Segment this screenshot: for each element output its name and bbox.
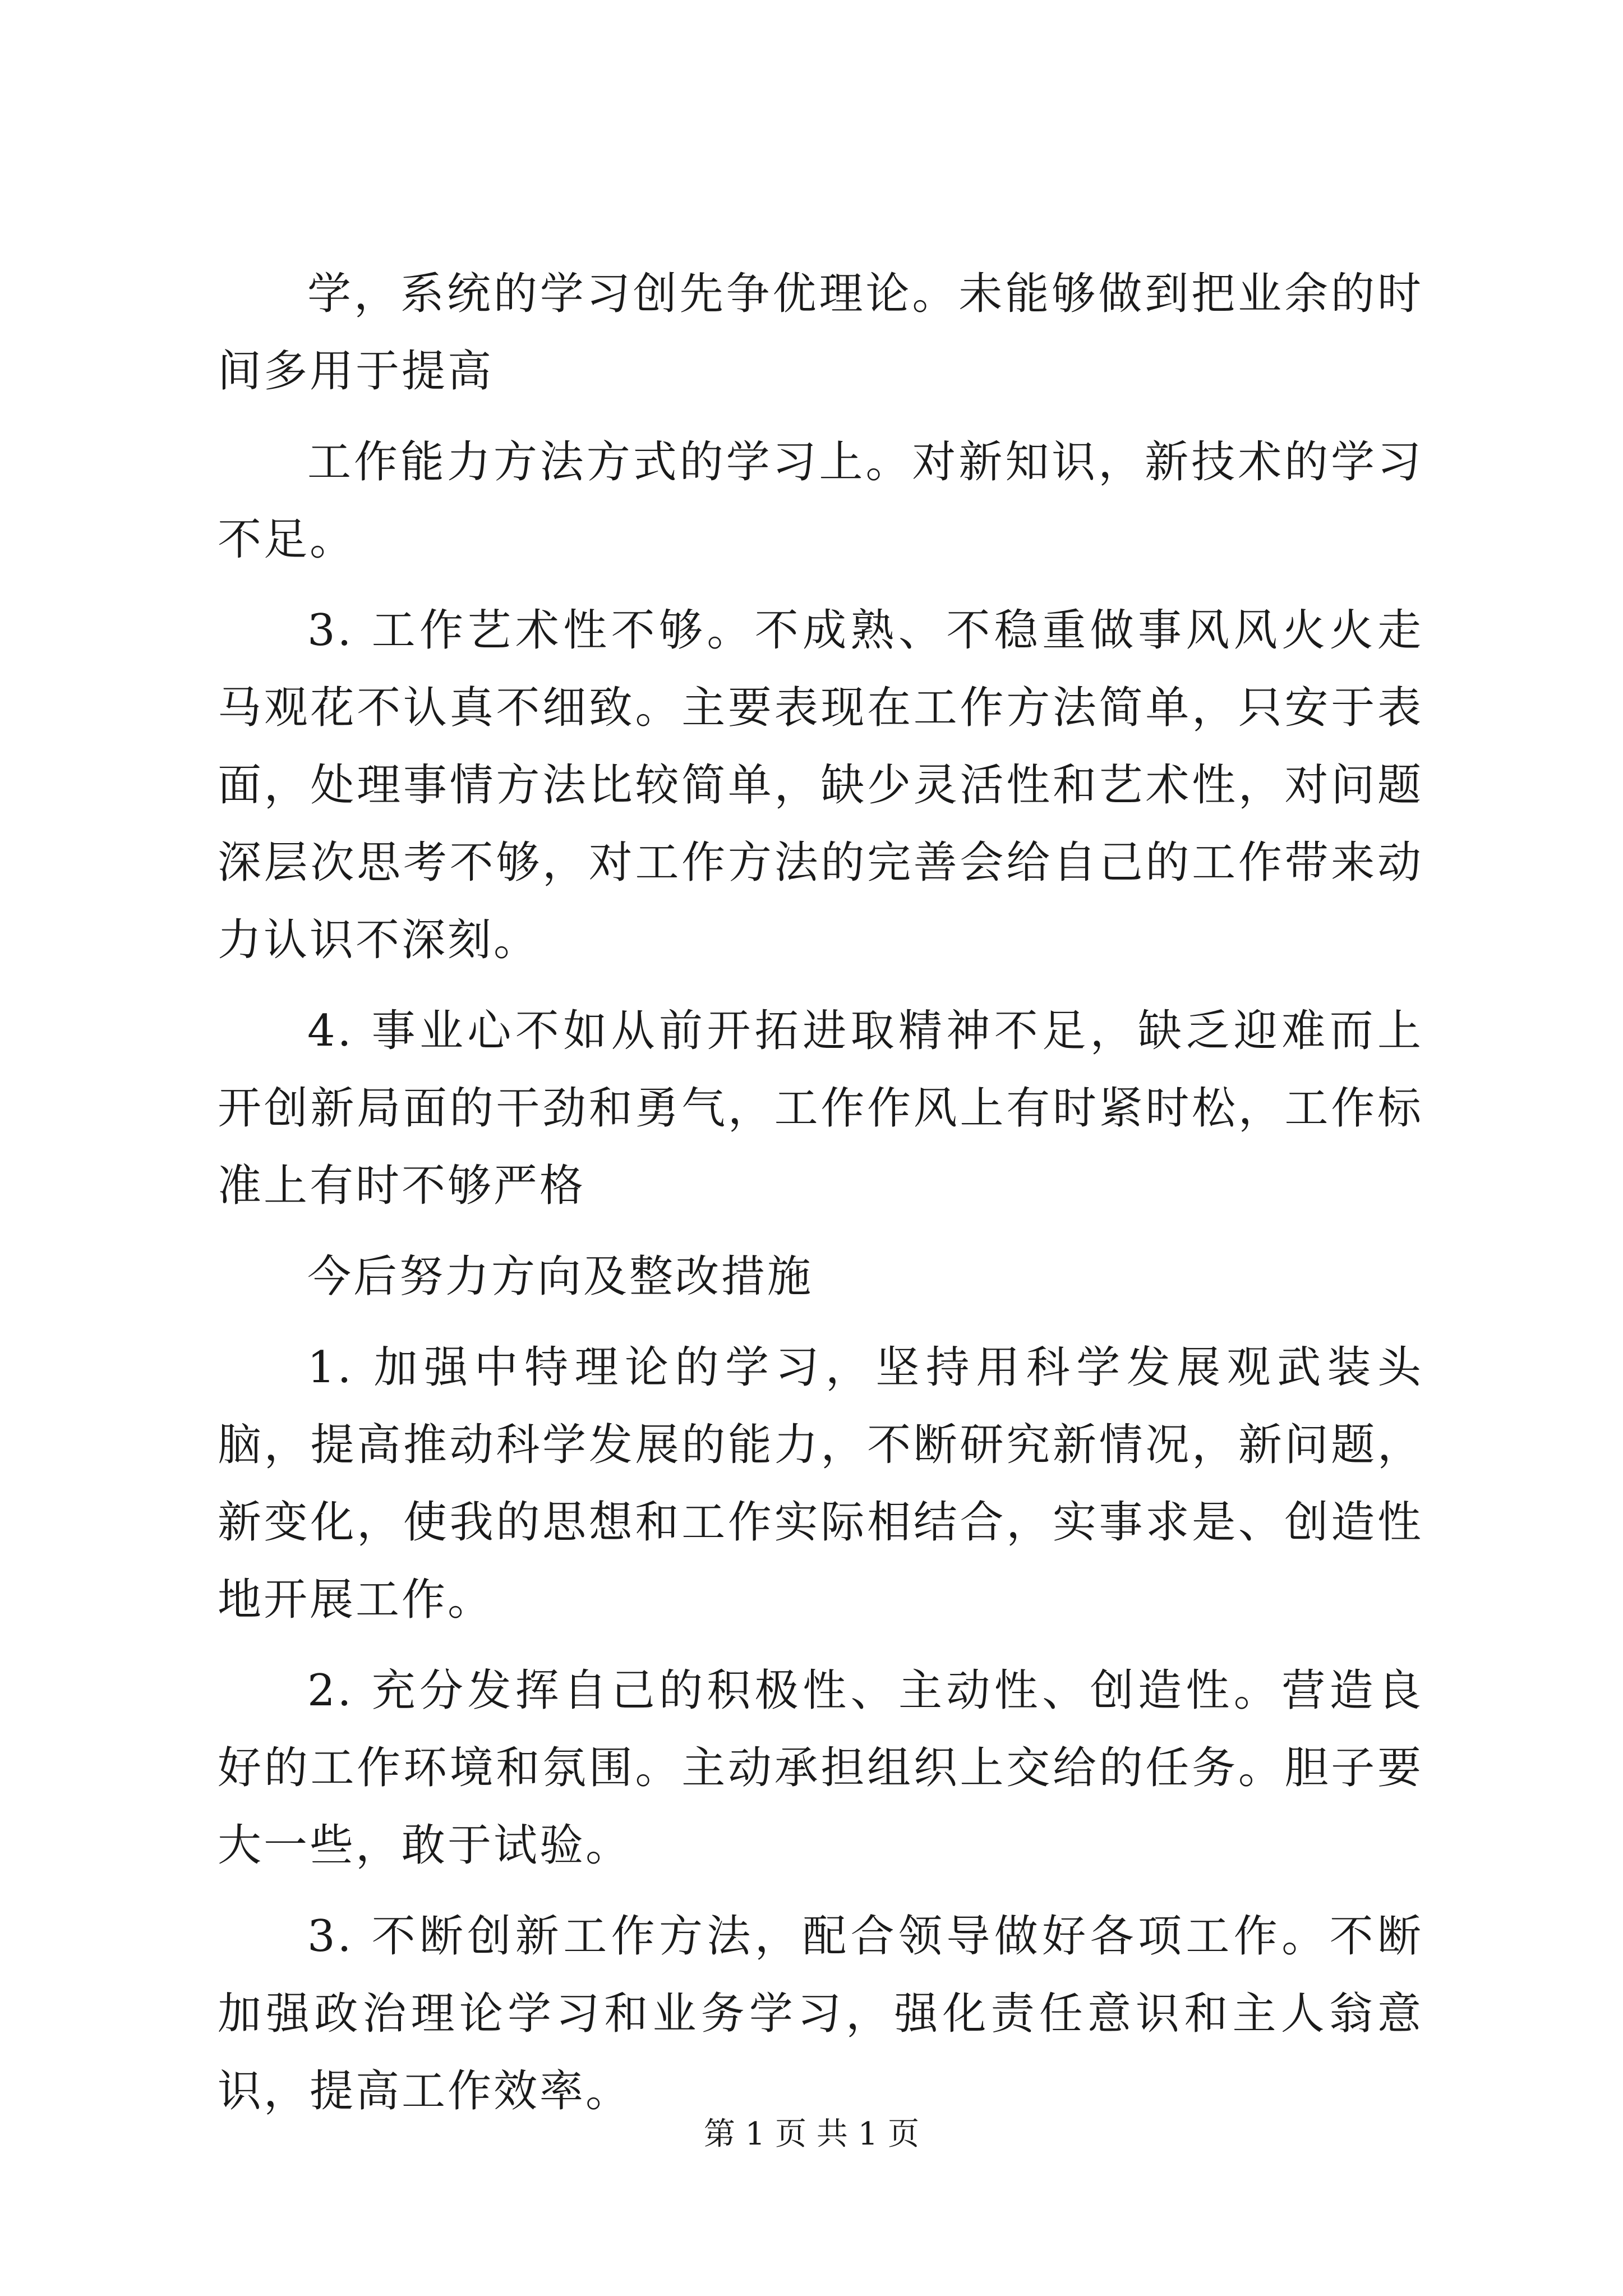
paragraph: 学，系统的学习创先争优理论。未能够做到把业余的时间多用于提高 (218, 269, 1423, 397)
paragraph: 工作能力方法方式的学习上。对新知识，新技术的学习不足。 (218, 437, 1423, 565)
paragraph: 4. 事业心不如从前开拓进取精神不足，缺乏迎难而上开创新局面的干劲和勇气，工作作风上有时紧时松，工作标准上有时不够严格 (218, 1006, 1423, 1211)
paragraph: 3. 不断创新工作方法，配合领导做好各项工作。不断加强政治理论学习和业务学习，强化责任意识和主人翁意识，提高工作效率。 (218, 1911, 1423, 2116)
paragraph: 2. 充分发挥自己的积极性、主动性、创造性。营造良好的工作环境和氛围。主动承担组织上交给的任务。胆子要大一些，敢于试验。 (218, 1665, 1423, 1871)
section-heading: 今后努力方向及整改措施 (307, 1251, 814, 1302)
paragraph: 3. 工作艺术性不够。不成熟、不稳重做事风风火火走马观花不认真不细致。主要表现在工作方法简单，只安于表面，处理事情方法比较简单，缺少灵活性和艺术性，对问题深层次思考不够，对工作方法的完善会给自己的工作带来动力认识不深刻。 (218, 605, 1423, 965)
paragraph: 1. 加强中特理论的学习，坚持用科学发展观武装头脑，提高推动科学发展的能力，不断研究新情况，新问题，新变化，使我的思想和工作实际相结合，实事求是、创造性地开展工作。 (218, 1342, 1423, 1625)
page-footer: 第 1 页 共 1 页 (703, 2116, 920, 2152)
document-body (218, 255, 1423, 2143)
